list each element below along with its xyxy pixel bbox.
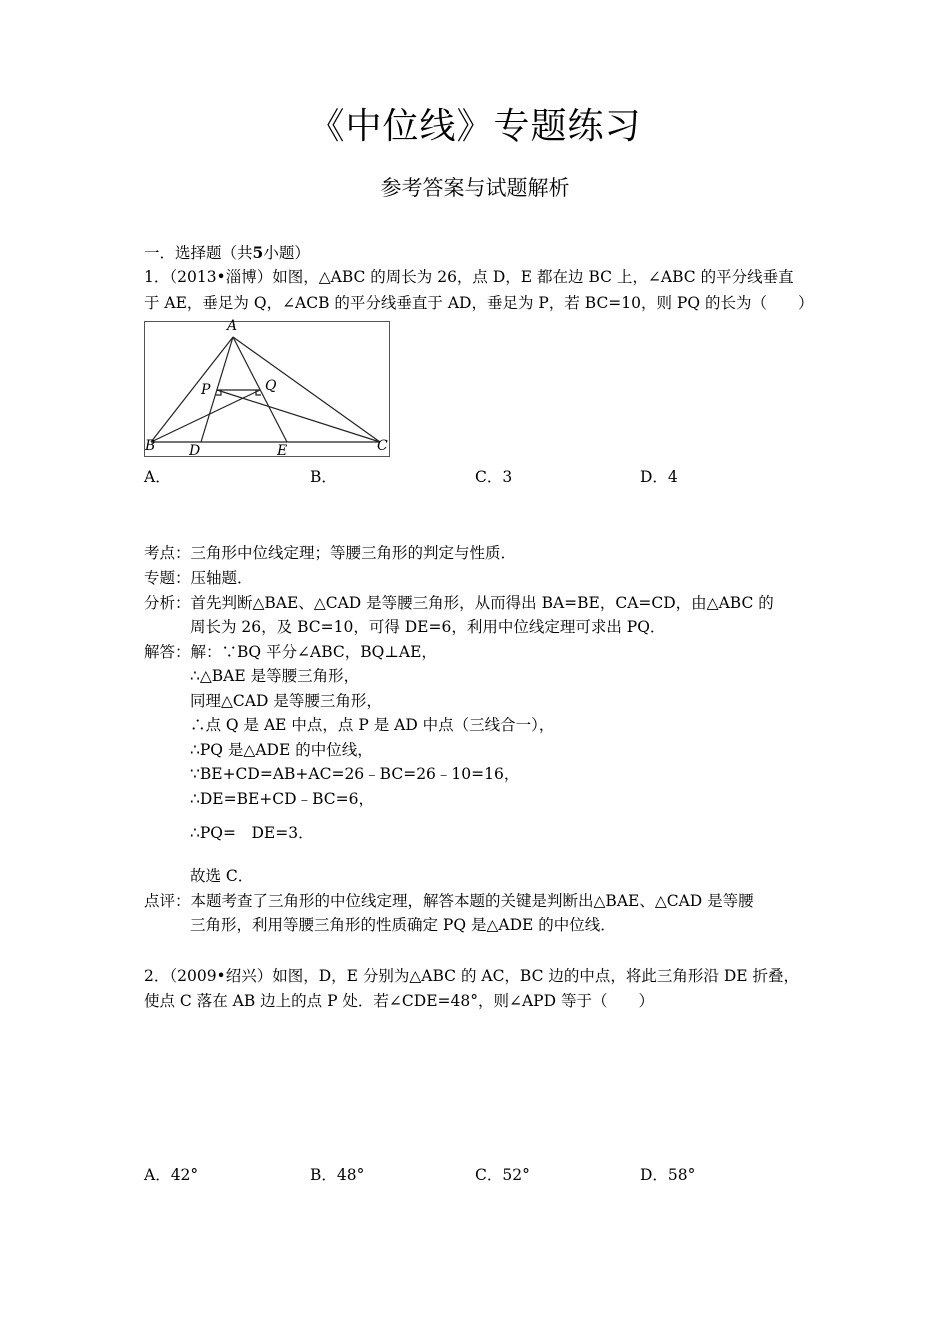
label-b: B — [145, 438, 156, 454]
q2-stem-line1: 2．（2009•绍兴）如图，D，E 分别为△ABC 的 AC，BC 边的中点，将此三角形沿 DE 折叠， — [144, 967, 799, 985]
q2-option-a: A．42° — [144, 1166, 199, 1184]
label-d: D — [189, 443, 201, 459]
q2-stem-line2: 使点 C 落在 AB 边上的点 P 处．若∠CDE=48°，则∠APD 等于（ ） — [144, 992, 654, 1010]
q1-figure — [144, 318, 390, 459]
q1-jieda-line7: ∴DE=BE+CD﹣BC=6， — [190, 790, 374, 808]
q1-option-b: B． — [310, 468, 337, 486]
q2-option-b: B．48° — [310, 1166, 365, 1184]
label-q: Q — [265, 378, 277, 394]
q1-kaodian: 考点：三角形中位线定理；等腰三角形的判定与性质． — [144, 544, 517, 562]
section-heading — [144, 241, 310, 265]
page-subtitle: 参考答案与试题解析 — [380, 176, 570, 200]
q1-option-d: D．4 — [640, 468, 678, 486]
section-count: 5 — [252, 243, 264, 262]
q1-jieda-line8: ∴PQ= DE=3． — [190, 824, 314, 842]
q1-jieda-line3: 同理△CAD 是等腰三角形， — [190, 692, 382, 710]
label-c: C — [377, 438, 388, 454]
q1-dianping-line1: 点评：本题考查了三角形的中位线定理，解答本题的关键是判断出△BAE、△CAD 是等腰 — [144, 892, 754, 910]
q2-option-c: C．52° — [475, 1166, 530, 1184]
q1-option-a: A． — [144, 468, 171, 486]
q1-jieda-line1: 解答：解：∵BQ 平分∠ABC，BQ⊥AE， — [144, 643, 437, 661]
q1-jieda-line2: ∴△BAE 是等腰三角形， — [190, 667, 360, 685]
label-e: E — [277, 443, 288, 459]
label-a: A — [227, 318, 238, 334]
q1-jieda-line6: ∵BE+CD=AB+AC=26﹣BC=26﹣10=16， — [190, 765, 520, 783]
section-suffix: 小题） — [263, 244, 310, 262]
q2-option-d: D．58° — [640, 1166, 696, 1184]
q1-jieda-line5: ∴PQ 是△ADE 的中位线， — [190, 741, 373, 759]
q1-fenxi-line2: 周长为 26，及 BC=10，可得 DE=6，利用中位线定理可求出 PQ． — [190, 618, 666, 636]
q1-zhuanti: 专题：压轴题． — [144, 569, 253, 587]
q1-stem-line2: 于 AE，垂足为 Q，∠ACB 的平分线垂直于 AD，垂足为 P，若 BC=10，则 PQ 的长为（ ） — [144, 294, 814, 312]
q1-dianping-line2: 三角形，利用等腰三角形的性质确定 PQ 是△ADE 的中位线． — [190, 916, 616, 934]
section-prefix: 一．选择题（共 — [144, 244, 253, 262]
q1-stem-line1: 1．（2013•淄博）如图，△ABC 的周长为 26，点 D，E 都在边 BC 上，∠ABC 的平分线垂直 — [144, 268, 794, 286]
q1-option-c: C．3 — [475, 468, 513, 486]
q1-jieda-line9: 故选 C． — [190, 867, 254, 885]
page-title: 《中位线》专题练习 — [308, 106, 642, 147]
q1-jieda-line4: ∴点 Q 是 AE 中点，点 P 是 AD 中点（三线合一）， — [190, 716, 555, 734]
label-p: P — [201, 382, 211, 398]
segment-cp — [217, 390, 380, 442]
q1-fenxi-line1: 分析：首先判断△BAE、△CAD 是等腰三角形，从而得出 BA=BE，CA=CD，由△ABC 的 — [144, 594, 774, 612]
